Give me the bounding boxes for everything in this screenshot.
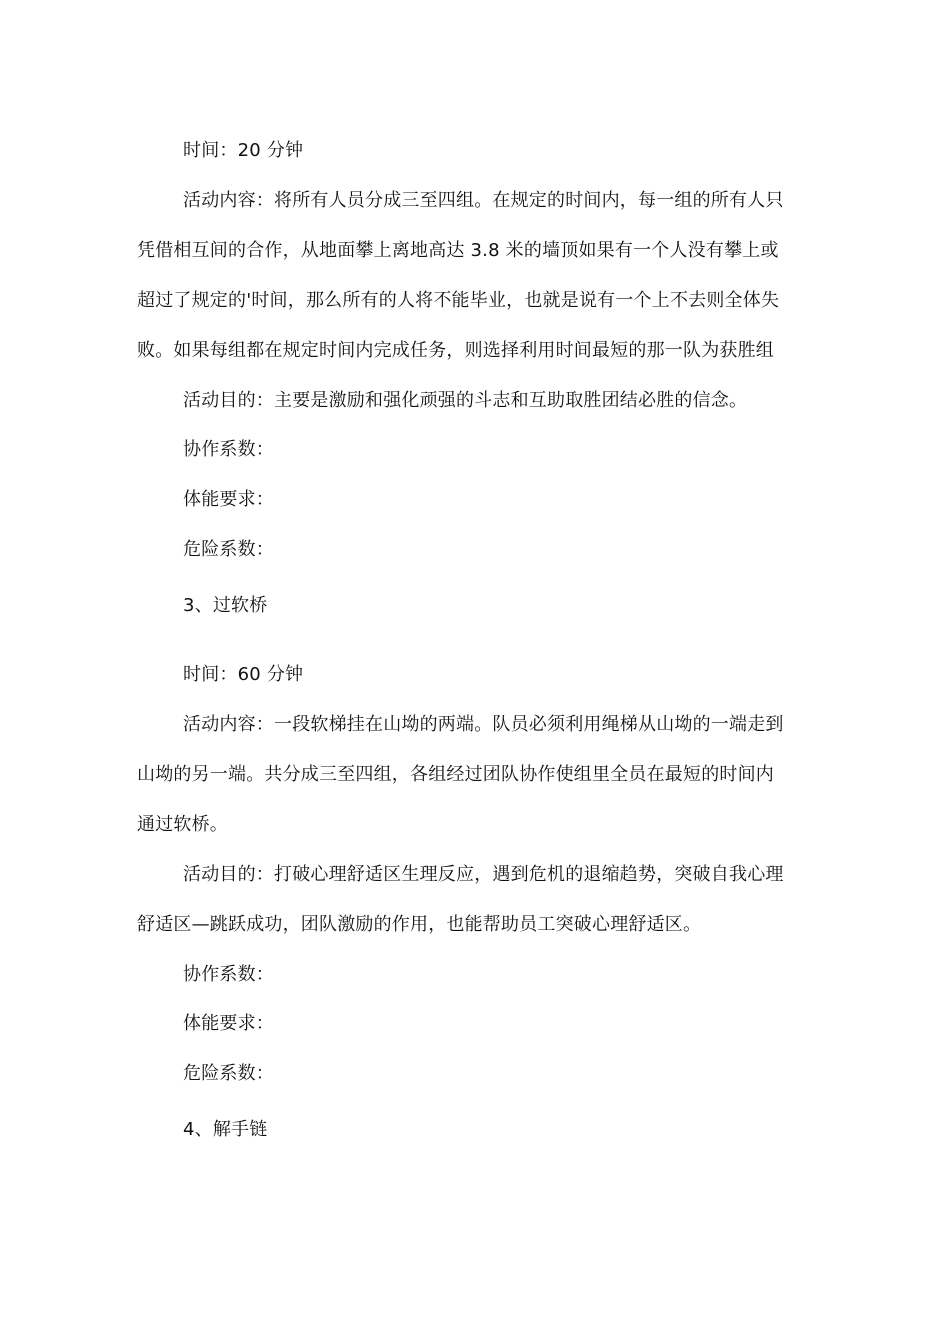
cooperation-factor-line: 协作系数： [183,964,274,985]
risk-factor-line: 危险系数： [183,539,274,560]
activity-content-line: 凭借相互间的合作，从地面攀上离地高达 3.8 米的墙顶如果有一个人没有攀上或 [137,240,779,261]
activity-goal-line: 活动目的：主要是激励和强化顽强的斗志和互助取胜团结必胜的信念。 [183,390,748,411]
activity-time-line: 时间：60 分钟 [183,664,304,685]
activity-content-line: 超过了规定的'时间，那么所有的人将不能毕业，也就是说有一个上不去则全体失 [137,290,780,311]
activity-time-line: 时间：20 分钟 [183,140,304,161]
activity-goal-line: 活动目的：打破心理舒适区生理反应，遇到危机的退缩趋势，突破自我心理 [183,864,784,885]
risk-factor-line: 危险系数： [183,1063,274,1084]
fitness-requirement-line: 体能要求： [183,1013,274,1034]
cooperation-factor-line: 协作系数： [183,439,274,460]
activity-content-line: 败。如果每组都在规定时间内完成任务，则选择利用时间最短的那一队为获胜组 [137,340,774,361]
fitness-requirement-line: 体能要求： [183,489,274,510]
activity-content-line: 活动内容：一段软梯挂在山坳的两端。队员必须利用绳梯从山坳的一端走到 [183,714,784,735]
activity-content-line: 山坳的另一端。共分成三至四组，各组经过团队协作使组里全员在最短的时间内 [137,764,774,785]
section-heading: 4、解手链 [183,1119,268,1140]
activity-goal-line: 舒适区—跳跃成功，团队激励的作用，也能帮助员工突破心理舒适区。 [137,914,702,935]
activity-content-line: 活动内容：将所有人员分成三至四组。在规定的时间内，每一组的所有人只 [183,190,784,211]
section-heading: 3、过软桥 [183,595,268,616]
activity-content-line: 通过软桥。 [137,814,228,835]
